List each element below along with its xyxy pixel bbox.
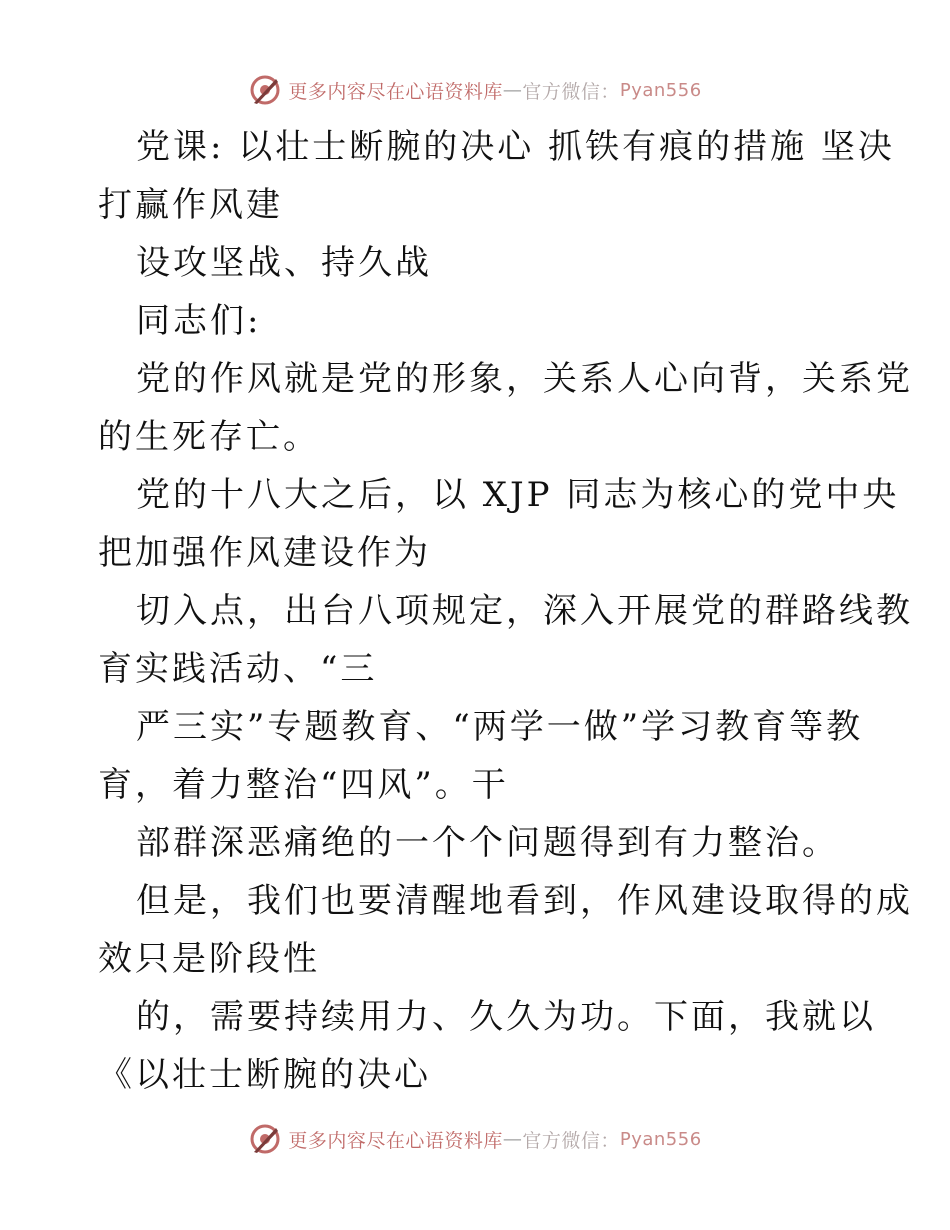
text-line: 效只是阶段性 [98,939,320,979]
quill-logo-icon [248,73,282,107]
text-line: 《以壮士断腕的决心 [98,1055,431,1095]
watermark-id: Pyan556 [619,1128,702,1150]
text-line: 部群深恶痛绝的一个个问题得到有力整治。 [136,823,839,863]
document-body [98,118,913,1104]
text-line: 党的作风就是党的形象，关系人心向背，关系党 [136,359,913,399]
watermark-label: 官方微信： [522,1129,620,1152]
watermark-header [0,70,950,110]
watermark-label: 官方微信： [522,80,620,103]
text-line: 设攻坚战、持久战 [136,243,432,283]
text-line: 党课: 以壮士断腕的决心 抓铁有痕的措施 坚决 [136,127,895,167]
text-line: 党的十八大之后，以 XJP 同志为核心的党中央 [136,475,900,515]
text-line: 的生死存亡。 [98,417,320,457]
watermark-title: 更多内容尽在心语资料库 [288,1129,503,1152]
quill-logo-icon [248,1122,282,1156]
text-line: 把加强作风建设作为 [98,533,431,573]
text-line: 切入点，出台八项规定，深入开展党的群路线教 [136,591,913,631]
text-line: 育实践活动、“三 [98,649,378,689]
text-line: 同志们: [136,301,262,341]
watermark-dash: — [502,1128,523,1150]
text-line: 打赢作风建 [98,185,283,225]
watermark-footer [0,1119,950,1159]
text-line: 的，需要持续用力、久久为功。下面，我就以 [136,997,876,1037]
watermark-id: Pyan556 [619,79,702,101]
watermark-dash: — [502,79,523,101]
text-line: 严三实”专题教育、“两学一做”学习教育等教 [136,707,864,747]
text-line: 但是，我们也要清醒地看到，作风建设取得的成 [136,881,913,921]
text-line: 育，着力整治“四风”。干 [98,765,509,805]
watermark-title: 更多内容尽在心语资料库 [288,80,503,103]
